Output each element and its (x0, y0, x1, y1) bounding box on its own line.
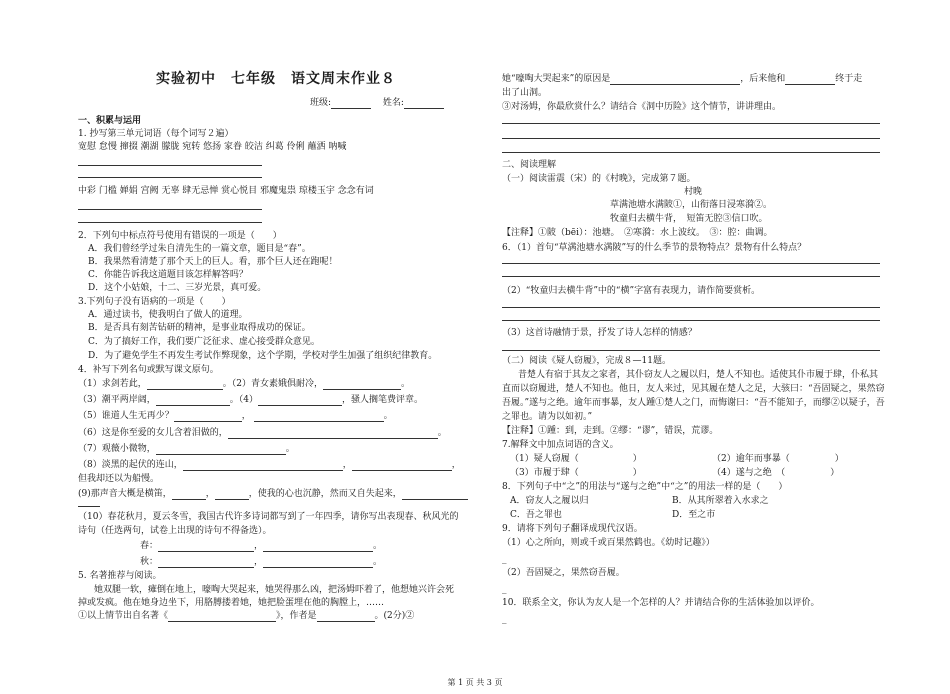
word-list-1: 宽慰 怠慢 撺掇 潮湖 朦胧 宛转 悠扬 家眷 皎洁 纠葛 伶俐 蘸洒 呐喊 (78, 142, 347, 152)
word-list-2: 中彩 门槛 婵娟 宫阙 无辜 肆无忌惮 赏心悦目 邪魔鬼祟 琼楼玉宇 念念有词 (78, 186, 374, 196)
answer-line[interactable] (78, 506, 100, 507)
poem-fill-8-cont: 但我却还以为船慢。 (78, 474, 160, 484)
fill-blank[interactable] (323, 380, 401, 390)
question-6-2: （2）“牧童归去横牛背”中的“横”字富有表现力，请作简要赏析。 (502, 286, 761, 296)
poem-title: 村晚 (684, 187, 703, 197)
option-3b: B．是否具有刻苦钻研的精神，是事业取得成功的保证。 (88, 323, 311, 333)
answer-line[interactable] (78, 209, 262, 210)
poem-fill-5: （5）谁道人生无再少？ ， 。 (78, 411, 393, 421)
answer-line[interactable] (78, 177, 262, 178)
question-7: 7.解释文中加点词语的含义。 (502, 440, 619, 450)
fill-blank[interactable] (317, 612, 375, 622)
fill-blank[interactable] (156, 445, 286, 455)
question-3: 3.下列句子没有语病的一项是（ ） (78, 297, 231, 307)
novel-question-3: ③对汤姆，你最欣赏什么？请结合《洞中历险》这个情节，讲讲理由。 (502, 102, 782, 112)
section-heading-2: 二、阅读理解 (502, 160, 557, 170)
fill-blank[interactable] (254, 412, 384, 422)
option-2c: C．你能告诉我这道题目该怎样解答吗？ (88, 270, 248, 280)
answer-dash[interactable]: _ (502, 614, 507, 624)
novel-excerpt-1: 她双腿一软，瘫倒在地上，嚎啕大哭起来，她哭得那么凶，把汤姆吓着了，他想她兴许会死 (94, 585, 455, 595)
classical-notes: 【注释】①踵：到，走到。②缪：“谬”，错误，荒谬。 (502, 426, 719, 436)
fill-blank[interactable] (352, 461, 452, 471)
answer-line[interactable] (78, 222, 262, 223)
poem-line-1: 草满池塘水满陂①，山衔落日浸寒漪②。 (610, 200, 773, 210)
answer-line[interactable] (502, 320, 880, 321)
poem-fill-3: （3）潮平两岸阔， 。（4） ，骚人搁笔费评章。 (78, 395, 423, 405)
answer-line[interactable] (502, 263, 880, 264)
fill-blank[interactable] (610, 75, 740, 85)
question-7-3: （3）市履于肆（ ） (510, 468, 642, 478)
option-3c: C．为了搞好工作，我们要广泛征求、虚心接受群众意见。 (88, 337, 320, 347)
novel-question-2: 她“嚎啕大哭起来”的原因是 ，后来他和 终于走 (502, 74, 863, 84)
answer-line[interactable] (502, 152, 880, 153)
question-6-3: （3）这首诗融情于景，抒发了诗人怎样的情感？ (502, 328, 697, 338)
option-2d: D．这个小姑娘，十二、三岁光景，真可爱。 (88, 283, 267, 293)
fill-blank[interactable] (172, 490, 206, 500)
fill-blank[interactable] (158, 542, 254, 552)
fill-blank[interactable] (174, 412, 242, 422)
option-8d: D．至之市 (672, 510, 716, 520)
poem-fill-6: （6）这是你至爱的女儿含着泪做的， 。 (78, 428, 447, 438)
question-7-1: （1）疑人窃履（ ） (510, 454, 642, 464)
novel-question-2-cont: 出了山洞。 (502, 88, 548, 98)
answer-line[interactable] (502, 123, 880, 124)
answer-line[interactable] (78, 165, 262, 166)
answer-line[interactable] (502, 307, 880, 308)
poem-fill-9: (9)那声音大概是横笛， ， ，使我的心也沉静，然而又自失起来， (78, 489, 468, 500)
answer-line[interactable] (502, 276, 880, 277)
fill-blank[interactable] (156, 396, 230, 406)
option-3a: A．通过读书，使我明白了做人的道理。 (88, 310, 248, 320)
question-6-1: 6．（1）首句“草满池塘水满陂”写的什么季节的景物特点？景物有什么特点？ (502, 243, 807, 253)
option-3d: D．为了避免学生不再发生考试作弊现象，这个学期，学校对学生加强了组织纪律教育。 (88, 351, 438, 361)
poem-fill-8: （8）淡黑的起伏的连山， ， ， (78, 460, 461, 470)
fill-blank[interactable] (402, 490, 468, 500)
poem-fill-7: （7）观薇小微物， 。 (78, 444, 295, 454)
class-label: 班级: 姓名: (310, 98, 444, 109)
autumn-line: 秋： ， 。 (140, 557, 383, 567)
option-8a: A．窃友人之履以归 (510, 496, 589, 506)
answer-line[interactable] (502, 138, 880, 139)
option-2b: B．我果然看清楚了那个天上的巨人。看，那个巨人还在跑呢！ (88, 257, 338, 267)
page-title: 实验初中 七年级 语文周末作业８ (156, 71, 396, 87)
fill-blank[interactable] (147, 380, 223, 390)
option-8b: B．从其所翠着入水求之 (672, 496, 769, 506)
question-10: 10．联系全文，你认为友人是一个怎样的人？并请结合你的生活体验加以评价。 (502, 598, 820, 608)
poem-fill-1: （1）求剑若此， 。（2）青女素娥俱耐冷， 。 (78, 379, 410, 389)
classical-text-4: 之罪也。请为以如初。” (502, 412, 593, 422)
poem-fill-10-cont: 诗句（任选两句，试卷上出现的诗句不得备选）。 (78, 526, 272, 536)
option-8c: C．吾之罪也 (510, 510, 562, 520)
poem-notes: 【注释】①陂（bēi）：池塘。 ②寒漪：水上波纹。 ③：腔：曲调。 (502, 228, 773, 238)
poem-line-2: 牧童归去横牛背， 短笛无腔③信口吹。 (610, 214, 768, 224)
novel-question: ①以上情节出自名著《 》，作者是 。(2分)② (78, 611, 415, 621)
question-5: 5. 名著推荐与阅读。 (78, 571, 162, 581)
question-7-4: （4）遂与之绝 （ ） (712, 468, 840, 478)
fill-blank[interactable] (785, 75, 835, 85)
classical-text-1: 昔楚人有宿于其友之家者，其仆窃友人之履以归，楚人不知也。适使其仆市履于肆，仆私其 (518, 370, 879, 380)
question-2: 2．下列句中标点符号使用有错误的一项是（ ） (78, 231, 282, 241)
fill-blank[interactable] (263, 558, 373, 568)
fill-blank[interactable] (263, 542, 373, 552)
reading-2-intro: （二）阅读《疑人窃履》，完成８—11题。 (502, 356, 671, 366)
fill-blank[interactable] (168, 612, 276, 622)
poem-fill-10: （10）春花秋月，夏云冬雪，我国古代许多诗词都写到了一年四季，请你写出表现春、秋风光的 (78, 512, 459, 522)
option-2a: A．我们曾经学过朱自清先生的一篇文章，题目是“春”。 (88, 244, 311, 254)
class-blank[interactable] (331, 99, 371, 109)
answer-dash[interactable]: _ (502, 584, 507, 594)
classical-text-2: 直而以窃履进，楚人不知也。他日，友人来过，见其履在楚人之足，大骇曰：“吾固疑之，果然窃 (502, 384, 885, 394)
name-blank[interactable] (404, 99, 444, 109)
question-4: 4．补写下列名句或默写课文原句。 (78, 365, 219, 375)
fill-blank[interactable] (183, 461, 343, 471)
novel-excerpt-2: 掉或发疯。他在她身边坐下，用胳膊搂着她，她把脸蛋埋在他的胸膛上，…… (78, 598, 385, 608)
fill-blank[interactable] (228, 429, 438, 439)
fill-blank[interactable] (258, 396, 342, 406)
question-7-2: （2）逾年而事暴（ ） (712, 454, 844, 464)
classical-text-3: 吾履。”遂与之绝。逾年而事暴，友人踵①楚人之门，而悔谢曰：“吾不能知子，而缪②以疑子，吾 (502, 398, 885, 408)
fill-blank[interactable] (158, 558, 254, 568)
question-9-1: （1）心之所向，则或千或百果然鹤也。《幼时记趣》） (502, 538, 715, 548)
question-9: 9．请将下列句子翻译成现代汉语。 (502, 524, 643, 534)
answer-line[interactable] (502, 350, 880, 351)
fill-blank[interactable] (215, 490, 249, 500)
answer-dash[interactable]: _ (502, 554, 507, 564)
question-8: 8．下列句子中“之”的用法与“遂与之绝”中“之”的用法一样的是（ ） (502, 482, 788, 492)
question-9-2: （2）吾固疑之，果然窃吾履。 (502, 568, 625, 578)
section-heading-1: 一、积累与运用 (78, 116, 142, 126)
reading-1-intro: （一）阅读雷震（宋）的《村晚》，完成第７题。 (502, 174, 696, 184)
question-1: 1. 抄写第三单元词语（每个词写２遍） (78, 129, 234, 139)
page-footer: 第 1 页 共 3 页 (447, 678, 503, 687)
spring-line: 春： ， 。 (140, 541, 383, 551)
